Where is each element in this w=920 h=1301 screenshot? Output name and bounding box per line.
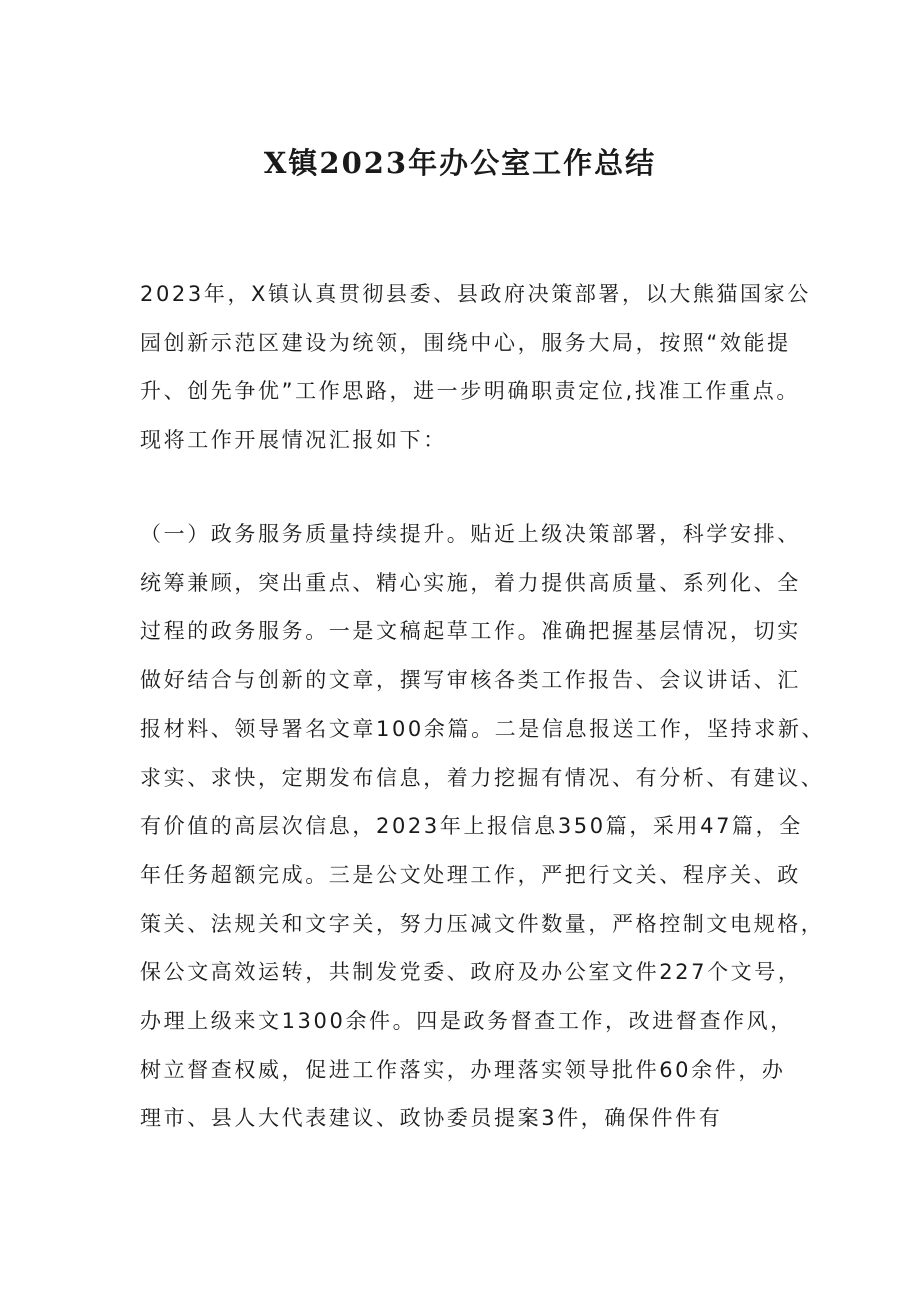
section-one-line: 求实、求快，定期发布信息，着力挖掘有情况、有分析、有建议、 <box>140 765 825 790</box>
intro-line: 2023年，X镇认真贯彻县委、县政府决策部署，以大熊猫国家公 <box>140 282 811 306</box>
section-one-line: 过程的政务服务。一是文稿起草工作。准确把握基层情况，切实 <box>140 619 801 644</box>
intro-paragraph <box>140 270 811 465</box>
section-one-paragraph <box>140 510 826 1143</box>
section-one-line: 年任务超额完成。三是公文处理工作，严把行文关、程序关、政 <box>140 862 801 887</box>
section-one-line: 有价值的高层次信息，2023年上报信息350篇，采用47篇，全 <box>140 814 803 839</box>
section-one-line: 理市、县人大代表建议、政协委员提案3件，确保件件有 <box>140 1106 723 1131</box>
intro-line: 升、创先争优”工作思路，进一步明确职责定位,找准工作重点。 <box>140 379 800 404</box>
intro-line: 现将工作开展情况汇报如下： <box>140 428 447 453</box>
section-one-line: 统筹兼顾，突出重点、精心实施，着力提供高质量、系列化、全 <box>140 570 801 595</box>
section-one-line: 报材料、领导署名文章100余篇。二是信息报送工作，坚持求新、 <box>140 716 826 741</box>
section-one-line: 树立督查权威，促进工作落实，办理落实领导批件60余件，办 <box>140 1057 786 1082</box>
section-one-line: 策关、法规关和文字关，努力压减文件数量，严格控制文电规格， <box>140 911 825 936</box>
intro-line: 园创新示范区建设为统领，围绕中心，服务大局，按照“效能提 <box>140 330 791 355</box>
section-one-line: 保公文高效运转，共制发党委、政府及办公室文件227个文号， <box>140 960 802 985</box>
section-one-line: （一）政务服务质量持续提升。贴近上级决策部署，科学安排、 <box>140 522 801 546</box>
document-title: X镇2023年办公室工作总结 <box>263 146 657 180</box>
section-one-line: 做好结合与创新的文章，撰写审核各类工作报告、会议讲话、汇 <box>140 668 801 693</box>
section-one-line: 办理上级来文1300余件。四是政务督查工作，改进督查作风， <box>140 1009 794 1034</box>
